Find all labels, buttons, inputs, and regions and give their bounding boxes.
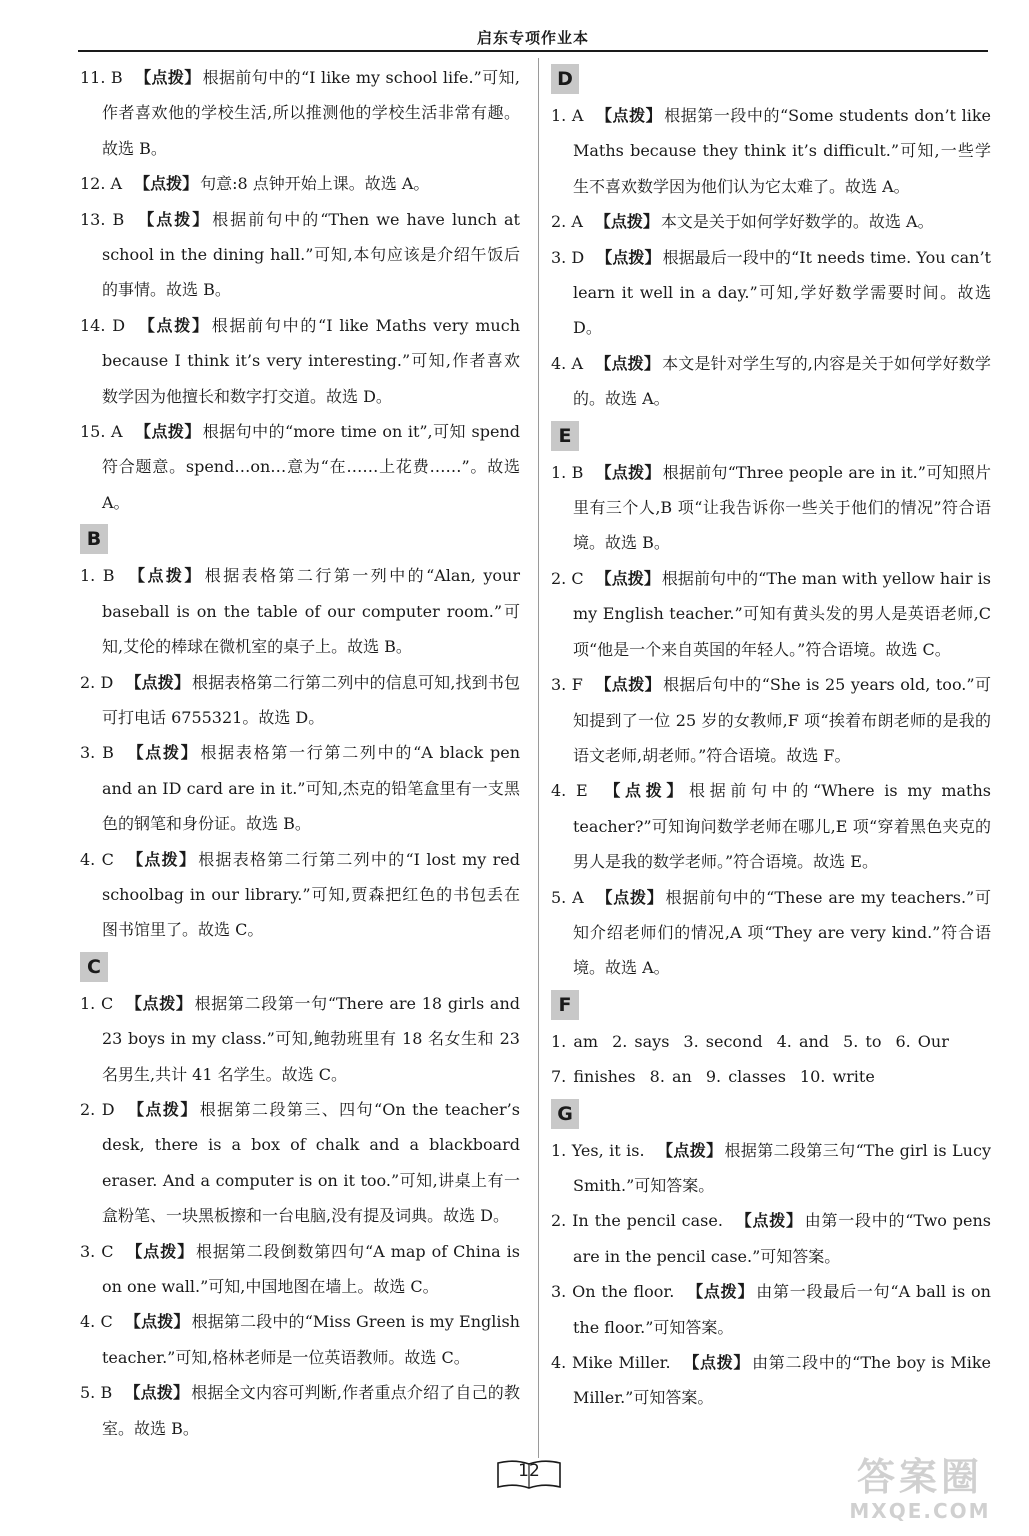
tip-label: 【点拨】 xyxy=(595,462,661,482)
explanation-text: 根据表格第一行第二列中的“A black pen and an ID card are in it.”可知,杰克的铅笔盒里有一支黑色的钢笔和身份证。故选 B。 xyxy=(102,743,521,834)
answer-key: 15. A xyxy=(80,422,123,442)
answer-key: 2. D xyxy=(80,672,114,692)
explanation-text: 根据前句中的“I like Maths very much because I think it’s very interesting.”可知,作者喜欢数学因为他擅长和数字打交道。故选 D。 xyxy=(102,315,520,406)
tip-label: 【点拨】 xyxy=(137,315,210,335)
answer-key: 1. A xyxy=(551,106,584,125)
tip-label: 【点拨】 xyxy=(596,247,661,267)
answer-item xyxy=(80,414,520,520)
section-label-e: E xyxy=(551,421,579,451)
explanation-text: 根据表格第二行第二列中的“I lost my red schoolbag in our library.”可知,贾森把红色的书包丢在图书馆里了。故选 C。 xyxy=(102,849,520,940)
tip-label: 【点拨】 xyxy=(125,743,199,763)
answer-key: 11. B xyxy=(80,68,123,87)
tip-label: 【点拨】 xyxy=(136,209,211,229)
answer-key: 3. D xyxy=(551,247,585,267)
answer-key: 14. D xyxy=(80,315,126,335)
page-number: 12 xyxy=(518,1461,540,1481)
answer-item xyxy=(80,986,520,1092)
tip-label: 【点拨】 xyxy=(134,422,201,442)
tip-label: 【点拨】 xyxy=(125,1241,194,1261)
fill-answer: 5. to xyxy=(843,1031,882,1051)
explanation-text: 本文是关于如何学好数学的。故选 A。 xyxy=(660,212,934,232)
fill-answers-row-2 xyxy=(551,1059,991,1094)
page-number-badge xyxy=(494,1457,564,1493)
answer-key: 2. C xyxy=(551,568,584,588)
fill-answer: 1. am xyxy=(551,1031,599,1051)
tip-label: 【点拨】 xyxy=(595,106,663,125)
answer-item xyxy=(551,1274,991,1345)
explanation-text: 根据最后一段中的“It needs time. You can’t learn it well in a day.”可知,学好数学需要时间。故选 D。 xyxy=(573,247,991,338)
fill-answer: 10. write xyxy=(799,1067,875,1087)
explanation-text: 根据前句“Three people are in it.”可知照片里有三个人,B 项“让我告诉你一些关于他们的情况”符合语境。故选 B。 xyxy=(573,462,991,553)
answer-item xyxy=(80,665,520,736)
answer-list-c xyxy=(80,986,520,1446)
fill-answers-row-1 xyxy=(551,1024,991,1059)
explanation-text: 由第一段最后一句“A ball is on the floor.”可知答案。 xyxy=(573,1282,991,1337)
answer-key: 2. D xyxy=(80,1099,115,1119)
explanation-text: 根据前句中的“I like my school life.”可知,作者喜欢他的学校生活,所以推测他的学校生活非常有趣。故选 B。 xyxy=(102,68,520,158)
answer-item xyxy=(80,166,520,201)
answer-item xyxy=(80,558,520,664)
section-label-d: D xyxy=(551,64,579,94)
answer-item xyxy=(551,98,991,204)
explanation-text: 根据前句中的“The man with yellow hair is my English teacher.”可知有黄头发的男人是英语老师,C 项“他是一个来自英国的年轻人。”符合语境。故选 C。 xyxy=(573,568,991,659)
answer-key: 3. B xyxy=(80,743,114,763)
answer-item xyxy=(551,561,991,667)
answer-key: 4. A xyxy=(551,353,584,373)
answer-key: 4. C xyxy=(80,1312,113,1332)
answer-item xyxy=(80,1092,520,1234)
answer-list-e xyxy=(551,455,991,986)
tip-label: 【点拨】 xyxy=(126,1099,198,1119)
answer-key: 3. C xyxy=(80,1241,114,1261)
explanation-text: 根据第二段中的“Miss Green is my English teacher.”可知,格林老师是一位英语教师。故选 C。 xyxy=(102,1312,520,1367)
answer-item xyxy=(551,455,991,561)
explanation-text: 根据第一段中的“Some students don’t like Maths because they think it’s difficult.”可知,一些学生不喜欢数学因为他们认为它太难了。故选 A。 xyxy=(573,106,991,196)
tip-label: 【点拨】 xyxy=(594,212,659,232)
explanation-text: 由第二段中的“The boy is Mike Miller.”可知答案。 xyxy=(573,1353,992,1408)
tip-label: 【点拨】 xyxy=(594,675,662,695)
answer-item xyxy=(551,1133,991,1204)
answer-item xyxy=(80,60,520,166)
explanation-text: 由第一段中的“Two pens are in the pencil case.”可知答案。 xyxy=(573,1211,991,1266)
tip-label: 【点拨】 xyxy=(134,68,201,87)
fill-answer: 8. an xyxy=(649,1067,692,1087)
explanation-text: 根据前句中的“Where is my maths teacher?”可知询问数学老师在哪儿,E 项“穿着黑色夹克的男人是我的数学老师。”符合语境。故选 E。 xyxy=(573,781,991,872)
answer-key: 13. B xyxy=(80,209,125,229)
tip-label: 【点拨】 xyxy=(656,1140,723,1160)
answer-list-d xyxy=(551,98,991,417)
answer-key: 1. Yes, it is. xyxy=(551,1140,645,1160)
watermark xyxy=(830,1455,1010,1530)
explanation-text: 根据第二段第三、四句“On the teacher’s desk, there is a box of chalk and a blackboard eraser. And a computer is on it too.”可知,讲桌上有一盒粉笔、一块黑板擦和一台电脑,没有提及词典。故选 D。 xyxy=(102,1099,520,1226)
tip-label: 【点拨】 xyxy=(125,849,197,869)
explanation-text: 根据后句中的“She is 25 years old, too.”可知提到了一位 25 岁的女教师,F 项“挨着布朗老师的是我的语文老师,胡老师。”符合语境。故选 F。 xyxy=(573,675,991,765)
answer-item xyxy=(80,202,520,308)
header-rule xyxy=(78,50,988,52)
explanation-text: 根据前句中的“Then we have lunch at school in the dining hall.”可知,本句应该是介绍午饭后的事情。故选 B。 xyxy=(102,209,520,300)
fill-answer: 7. finishes xyxy=(551,1067,636,1087)
tip-label: 【点拨】 xyxy=(126,566,203,586)
fill-answer: 4. and xyxy=(776,1031,830,1051)
answer-item xyxy=(80,842,520,948)
answer-key: 1. B xyxy=(80,566,115,586)
explanation-text: 根据第二段倒数第四句“A map of China is on one wall.”可知,中国地图在墙上。故选 C。 xyxy=(102,1241,520,1296)
watermark-logo-text: 答案圈 xyxy=(856,1455,983,1499)
answer-list-g xyxy=(551,1133,991,1416)
explanation-text: 本文是针对学生写的,内容是关于如何学好数学的。故选 A。 xyxy=(573,353,991,409)
section-label-g: G xyxy=(551,1099,579,1129)
answer-key: 12. A xyxy=(80,174,123,194)
explanation-text: 根据第二段第三句“The girl is Lucy Smith.”可知答案。 xyxy=(573,1140,991,1195)
answer-key: 4. E xyxy=(551,781,588,801)
explanation-text: 根据第二段第一句“There are 18 girls and 23 boys in my class.”可知,鲍勃班里有 18 名女生和 23 名男生,共计 41 名学生。故选 C。 xyxy=(102,993,520,1084)
answer-key: 2. In the pencil case. xyxy=(551,1211,723,1231)
explanation-text: 根据全文内容可判断,作者重点介绍了自己的教室。故选 B。 xyxy=(102,1383,520,1438)
tip-label: 【点拨】 xyxy=(595,353,661,373)
explanation-text: 句意:8 点钟开始上课。故选 A。 xyxy=(200,174,430,194)
section-label-c: C xyxy=(80,952,108,982)
answer-item xyxy=(80,735,520,841)
answer-item xyxy=(551,1345,991,1416)
fill-answer: 2. says xyxy=(612,1031,670,1051)
answer-list-a xyxy=(80,60,520,520)
answer-item xyxy=(80,308,520,414)
tip-label: 【点拨】 xyxy=(125,672,191,692)
tip-label: 【点拨】 xyxy=(595,887,664,907)
watermark-url: MXQE.COM xyxy=(849,1499,991,1523)
fill-answer: 6. Our xyxy=(895,1031,949,1051)
answer-item xyxy=(551,773,991,879)
answer-item xyxy=(551,880,991,986)
tip-label: 【点拨】 xyxy=(734,1211,803,1231)
tip-label: 【点拨】 xyxy=(124,1383,190,1403)
fill-answer: 3. second xyxy=(683,1031,763,1051)
section-label-b: B xyxy=(80,524,108,554)
answer-key: 4. C xyxy=(80,849,114,869)
answer-key: 5. B xyxy=(80,1383,113,1403)
answer-key: 5. A xyxy=(551,887,584,907)
answer-item xyxy=(551,240,991,346)
answer-key: 1. B xyxy=(551,462,584,482)
answer-item xyxy=(551,346,991,417)
answer-key: 1. C xyxy=(80,993,114,1013)
tip-label: 【点拨】 xyxy=(595,568,660,588)
tip-label: 【点拨】 xyxy=(682,1353,751,1372)
section-label-f: F xyxy=(551,990,579,1020)
answer-item xyxy=(80,1304,520,1375)
answer-key: 4. Mike Miller. xyxy=(551,1353,671,1372)
tip-label: 【点拨】 xyxy=(599,781,688,801)
fill-answer: 9. classes xyxy=(705,1067,786,1087)
tip-label: 【点拨】 xyxy=(686,1282,755,1302)
answer-item xyxy=(551,667,991,773)
tip-label: 【点拨】 xyxy=(125,993,193,1013)
tip-label: 【点拨】 xyxy=(124,1312,190,1332)
explanation-text: 根据句中的“more time on it”,可知 spend 符合题意。spend…on…意为“在……上花费……”。故选 A。 xyxy=(102,422,520,512)
explanation-text: 根据前句中的“These are my teachers.”可知介绍老师们的情况,A 项“They are very kind.”符合语境。故选 A。 xyxy=(573,887,991,978)
tip-label: 【点拨】 xyxy=(134,174,199,194)
right-column xyxy=(551,60,991,1416)
answer-item xyxy=(80,1375,520,1446)
answer-item xyxy=(551,1203,991,1274)
running-header: 启东专项作业本 xyxy=(476,29,589,47)
answer-item xyxy=(80,1234,520,1305)
answer-key: 3. On the floor. xyxy=(551,1282,675,1302)
left-column xyxy=(80,60,520,1446)
answer-key: 2. A xyxy=(551,212,583,232)
explanation-text: 根据表格第二行第一列中的“Alan, your baseball is on the table of our computer room.”可知,艾伦的棒球在微机室的桌子上。故选 B。 xyxy=(102,566,521,657)
answer-key: 3. F xyxy=(551,675,583,695)
answer-list-b xyxy=(80,558,520,947)
explanation-text: 根据表格第二行第二列中的信息可知,找到书包可打电话 6755321。故选 D。 xyxy=(102,672,520,727)
answer-item xyxy=(551,204,991,239)
column-divider xyxy=(538,58,539,1458)
